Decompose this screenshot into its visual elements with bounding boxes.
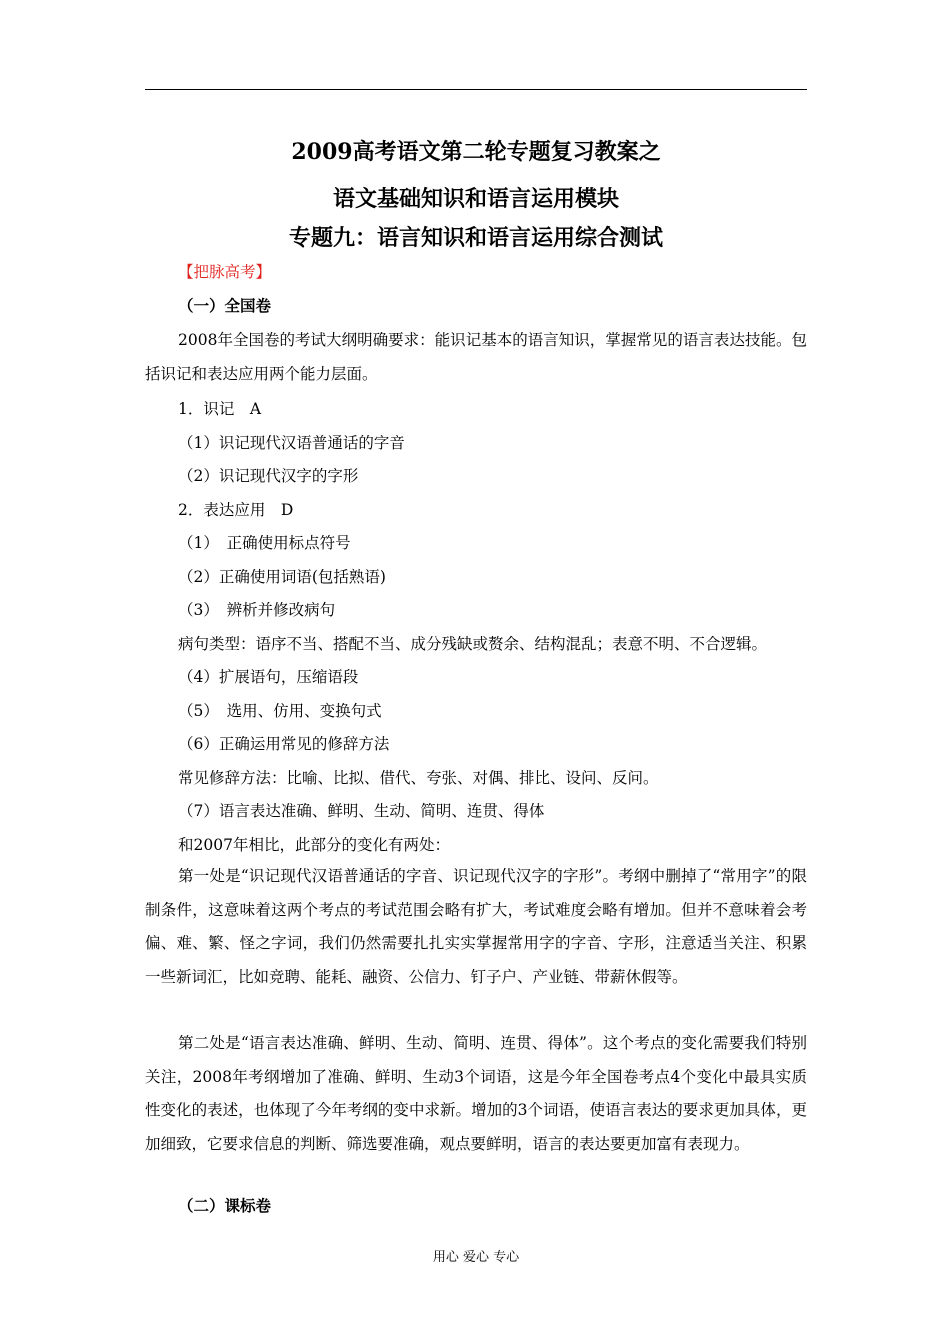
list-item: 1．识记 A [178,400,262,418]
list-item: 常见修辞方法：比喻、比拟、借代、夸张、对偶、排比、设问、反问。 [178,769,659,787]
header-rule [145,89,807,90]
page-footer: 用心 爱心 专心 [432,1250,520,1265]
list-item: （3） 辨析并修改病句 [178,601,336,619]
paragraph-second-change: 第二处是“语言表达准确、鲜明、生动、简明、连贯、得体”。这个考点的变化需要我们特别关注，2008年考纲增加了准确、鲜明、生动3个词语，这是今年全国卷考点4个变化中最具实质性变化的表述，也体现了今年考纲的变中求新。增加的3个词语，使语言表达的要求更加具体，更加细致，它要求信息的判断、筛选要准确，观点要鲜明，语言的表达要更加富有表现力。 [145,1034,807,1153]
national-heading: （一）全国卷 [178,296,272,315]
section-tag: 【把脉高考】 [178,263,272,281]
page-title: 2009高考语文第二轮专题复习教案之 [291,139,661,165]
list-item: （2）识记现代汉字的字形 [178,467,359,485]
list-item: 2．表达应用 D [178,501,294,519]
topic-title: 专题九：语言知识和语言运用综合测试 [288,225,663,251]
list-item: （2）正确使用词语(包括熟语) [178,568,386,586]
list-item: （6）正确运用常见的修辞方法 [178,735,390,753]
page-subtitle: 语文基础知识和语言运用模块 [332,186,619,212]
list-item: 病句类型：语序不当、搭配不当、成分残缺或赘余、结构混乱；表意不明、不合逻辑。 [178,635,768,653]
intro-paragraph: 2008年全国卷的考试大纲明确要求：能识记基本的语言知识，掌握常见的语言表达技能。包括识记和表达应用两个能力层面。 [145,331,807,383]
list-item: （4）扩展语句，压缩语段 [178,668,359,686]
list-item: （1） 正确使用标点符号 [178,534,351,552]
list-item: （7）语言表达准确、鲜明、生动、简明、连贯、得体 [178,802,545,820]
list-item: （1）识记现代汉语普通话的字音 [178,434,405,452]
list-item: （5） 选用、仿用、变换句式 [178,702,382,720]
paragraph-first-change: 第一处是“识记现代汉语普通话的字音、识记现代汉字的字形”。考纲中删掉了“常用字”的限制条件，这意味着这两个考点的考试范围会略有扩大，考试难度会略有增加。但并不意味着会考偏、难、繁、怪之字词，我们仍然需要扎扎实实掌握常用字的字音、字形，注意适当关注、积累一些新词汇，比如竞聘、能耗、融资、公信力、钉子户、产业链、带薪休假等。 [145,867,807,986]
curriculum-heading: （二）课标卷 [178,1196,272,1215]
list-item: 和2007年相比，此部分的变化有两处： [178,836,450,854]
